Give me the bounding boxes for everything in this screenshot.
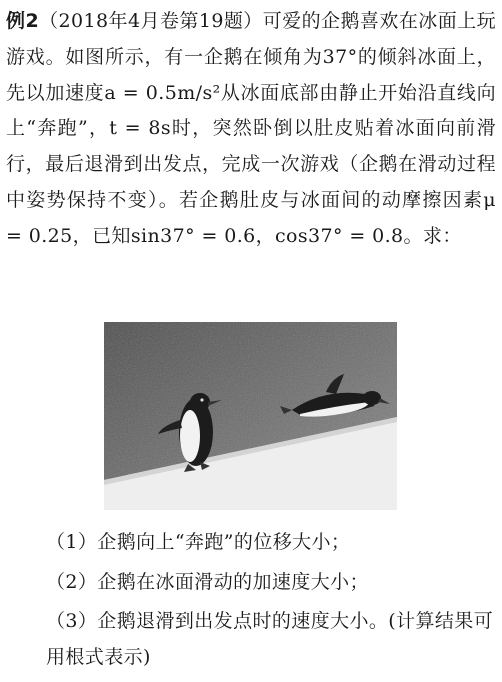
penguin-photo — [104, 322, 397, 510]
question-2: （2）企鹅在冰面滑动的加速度大小； — [46, 571, 369, 593]
problem-paragraph — [6, 4, 496, 255]
question-1: （1）企鹅向上“奔跑”的位移大小； — [46, 531, 351, 553]
problem-text: （2018年4月卷第19题）可爱的企鹅喜欢在冰面上玩游戏。如图所示，有一企鹅在倾角为37°的倾斜冰面上，先以加速度a = 0.5m/s²从冰面底部由静止开始沿直线向上“奔跑”，t = 8s时，突然卧倒以肚皮贴着冰面向前滑行，最后退滑到出发点，完成一次游戏（企鹅在滑动过程中姿势保持不变）。若企鹅肚皮与冰面间的动摩擦因素μ = 0.25，已知sin37° = 0.6，cos37° = 0.8。求： — [6, 10, 496, 247]
problem-label: 例2 — [6, 10, 40, 32]
penguin-photo-image — [104, 322, 397, 510]
question-3: （3）企鹅退滑到出发点时的速度大小。(计算结果可用根式表示) — [46, 610, 494, 668]
